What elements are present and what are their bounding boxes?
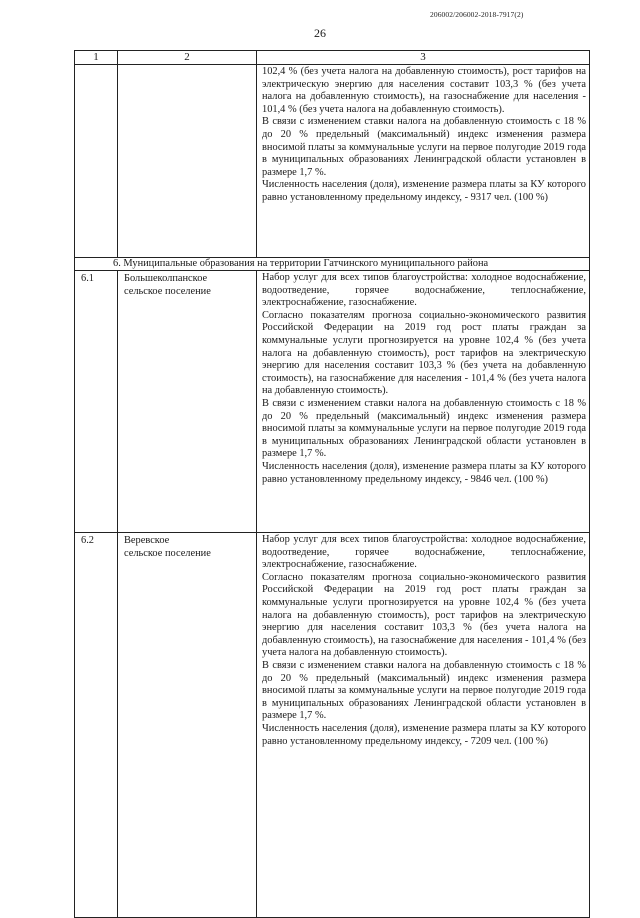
table-row xyxy=(75,271,590,533)
table-row xyxy=(75,533,590,918)
continuation-text-cell xyxy=(257,65,590,258)
municipality-type-line: сельское поселение xyxy=(124,285,211,297)
paragraph: Согласно показателям прогноза социально-экономического развития Российской Федерации на 2019 год рост платы граждан за коммунальные услуги прогнозируется на уровне 102,4 % (без учета налога на добавленную стоимость), рост тарифов на электрическую энергию для населения составит 103,3 % (без учета на добавленную стоимость), на газоснабжение для населения - 101,4 % (без учета налога на добавленную стоимость). xyxy=(262,309,586,397)
table-header-row xyxy=(75,51,590,65)
tariff-table xyxy=(74,50,590,918)
paragraph: Согласно показателям прогноза социально-экономического развития Российской Федерации на 2019 год рост платы граждан за коммунальные услуги прогнозируется на уровне 102,4 % (без учета налога на добавленную стоимость), рост тарифов на электрическую энергию для населения составит 103,3 % (без учета налога на добавленную стоимость), на газоснабжение для населения - 101,4 % (без учета налога на добавленную стоимость). xyxy=(262,571,586,659)
column-header-2: 2 xyxy=(118,51,257,65)
municipality-name xyxy=(118,533,257,918)
column-header-1: 1 xyxy=(75,51,118,65)
municipality-name-line: Веревское xyxy=(124,535,170,546)
page-number: 26 xyxy=(314,26,326,40)
municipality-name-line: Большеколпанское xyxy=(124,273,208,284)
paragraph: Численность населения (доля), изменение размера платы за КУ которого равно установленному предельному индексу, - 7209 чел. (100 %) xyxy=(262,722,586,747)
column-header-3: 3 xyxy=(257,51,590,65)
paragraph: В связи с изменением ставки налога на добавленную стоимость с 18 % до 20 % предельный (максимальный) индекс изменения размера вносимой платы за коммунальные услуги на первое полугодие 2019 года в муниципальных образованиях Ленинградской области установлен в размере 1,7 %. xyxy=(262,659,586,722)
document-code: 206002/206002-2018-7917(2) xyxy=(430,10,524,19)
paragraph: Набор услуг для всех типов благоустройства: холодное водоснабжение, водоотведение, горячее водоснабжение, теплоснабжение, электроснабжение, газоснабжение. xyxy=(262,272,586,309)
continuation-row xyxy=(75,65,590,258)
description-cell xyxy=(257,271,590,533)
paragraph: 102,4 % (без учета налога на добавленную стоимость), рост тарифов на электрическую энергию для населения составит 103,3 % (без учета налога на добавленную стоимость), на газоснабжение для населения - 101,4 % (без учета налога на добавленную стоимость). xyxy=(262,66,586,115)
municipality-name xyxy=(118,271,257,533)
section-title: 6. Муниципальные образования на территории Гатчинского муниципального района xyxy=(75,258,590,271)
paragraph: В связи с изменением ставки налога на добавленную стоимость с 18 % до 20 % предельный (максимальный) индекс изменения размера вносимой платы за коммунальные услуги на первое полугодие 2019 года в муниципальных образованиях Ленинградской области установлен в размере 1,7 %. xyxy=(262,397,586,460)
paragraph: Набор услуг для всех типов благоустройства: холодное водоснабжение, водоотведение, горячее водоснабжение, теплоснабжение, электроснабжение, газоснабжение. xyxy=(262,534,586,571)
row-number: 6.2 xyxy=(75,533,118,918)
empty-name-cell xyxy=(118,65,257,258)
paragraph: Численность населения (доля), изменение размера платы за КУ которого равно установленному предельному индексу, - 9846 чел. (100 %) xyxy=(262,460,586,485)
empty-num-cell xyxy=(75,65,118,258)
row-number: 6.1 xyxy=(75,271,118,533)
section-row xyxy=(75,258,590,271)
paragraph: Численность населения (доля), изменение размера платы за КУ которого равно установленному предельному индексу, - 9317 чел. (100 %) xyxy=(262,179,586,203)
paragraph: В связи с изменением ставки налога на добавленную стоимость с 18 % до 20 % предельный (максимальный) индекс изменения размера вносимой платы за коммунальные услуги на первое полугодие 2019 года в муниципальных образованиях Ленинградской области установлен в размере 1,7 %. xyxy=(262,116,586,178)
municipality-type-line: сельское поселение xyxy=(124,547,211,559)
description-cell xyxy=(257,533,590,918)
